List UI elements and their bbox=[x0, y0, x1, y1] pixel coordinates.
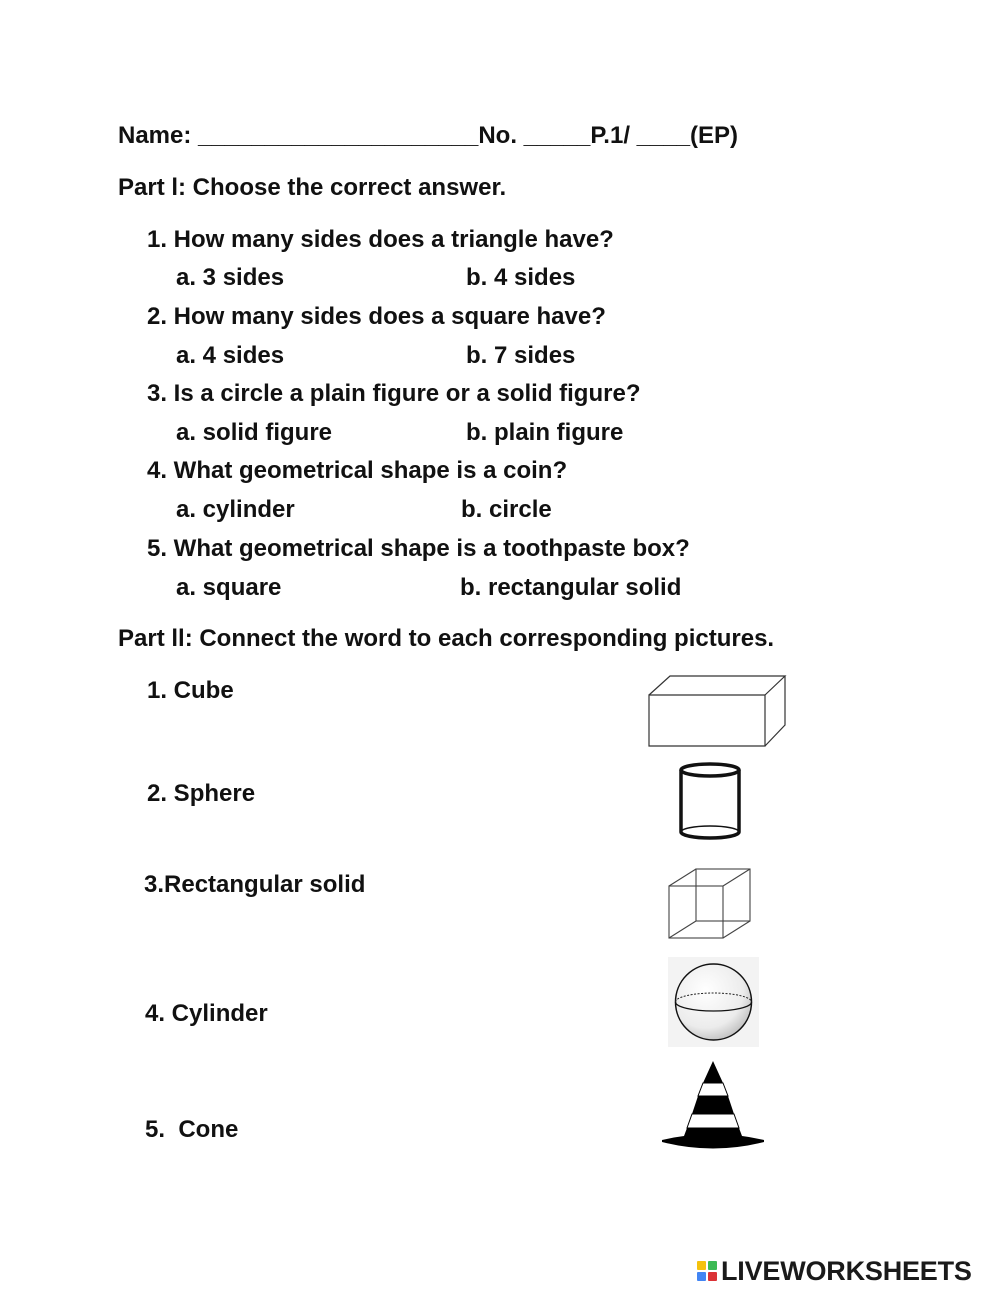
question-5-option-a: a. square bbox=[176, 574, 282, 601]
liveworksheets-logo bbox=[697, 1254, 972, 1288]
logo-block-green bbox=[708, 1261, 717, 1270]
logo-text: LIVEWORKSHEETS bbox=[721, 1255, 972, 1286]
name-number-line: Name: _____________________No. _____P.1/ ____(EP) bbox=[118, 122, 739, 149]
question-2-option-a: a. 4 sides bbox=[176, 342, 285, 369]
cube-picture bbox=[666, 866, 754, 942]
question-1-option-a: a. 3 sides bbox=[176, 264, 285, 291]
question-3: 3. Is a circle a plain figure or a solid figure? bbox=[147, 380, 641, 407]
question-2: 2. How many sides does a square have? bbox=[147, 303, 606, 330]
question-1: 1. How many sides does a triangle have? bbox=[147, 226, 614, 253]
part2-title: Part ll: Connect the word to each corresponding pictures. bbox=[118, 625, 775, 652]
question-3-option-b: b. plain figure bbox=[466, 419, 624, 446]
word-sphere: 2. Sphere bbox=[147, 780, 256, 807]
question-3-option-a: a. solid figure bbox=[176, 419, 333, 446]
question-5-option-b: b. rectangular solid bbox=[460, 574, 682, 601]
cone-picture bbox=[660, 1058, 768, 1158]
question-4: 4. What geometrical shape is a coin? bbox=[147, 457, 568, 484]
word-rectangular-solid: 3.Rectangular solid bbox=[144, 871, 366, 898]
word-cone: 5. Cone bbox=[145, 1116, 239, 1143]
word-cylinder: 4. Cylinder bbox=[145, 1000, 268, 1027]
question-1-option-b: b. 4 sides bbox=[466, 264, 576, 291]
logo-block-blue bbox=[697, 1272, 706, 1281]
question-5: 5. What geometrical shape is a toothpaste box? bbox=[147, 535, 690, 562]
question-4-option-a: a. cylinder bbox=[176, 496, 295, 523]
word-cube: 1. Cube bbox=[147, 677, 234, 704]
rectangular-solid-picture bbox=[646, 672, 788, 750]
logo-block-yellow bbox=[697, 1261, 706, 1270]
logo-blocks-icon bbox=[697, 1261, 717, 1281]
cylinder-picture bbox=[676, 760, 744, 843]
question-4-option-b: b. circle bbox=[461, 496, 552, 523]
logo-block-red bbox=[708, 1272, 717, 1281]
sphere-picture bbox=[668, 957, 759, 1047]
question-2-option-b: b. 7 sides bbox=[466, 342, 576, 369]
part1-title: Part l: Choose the correct answer. bbox=[118, 174, 507, 201]
